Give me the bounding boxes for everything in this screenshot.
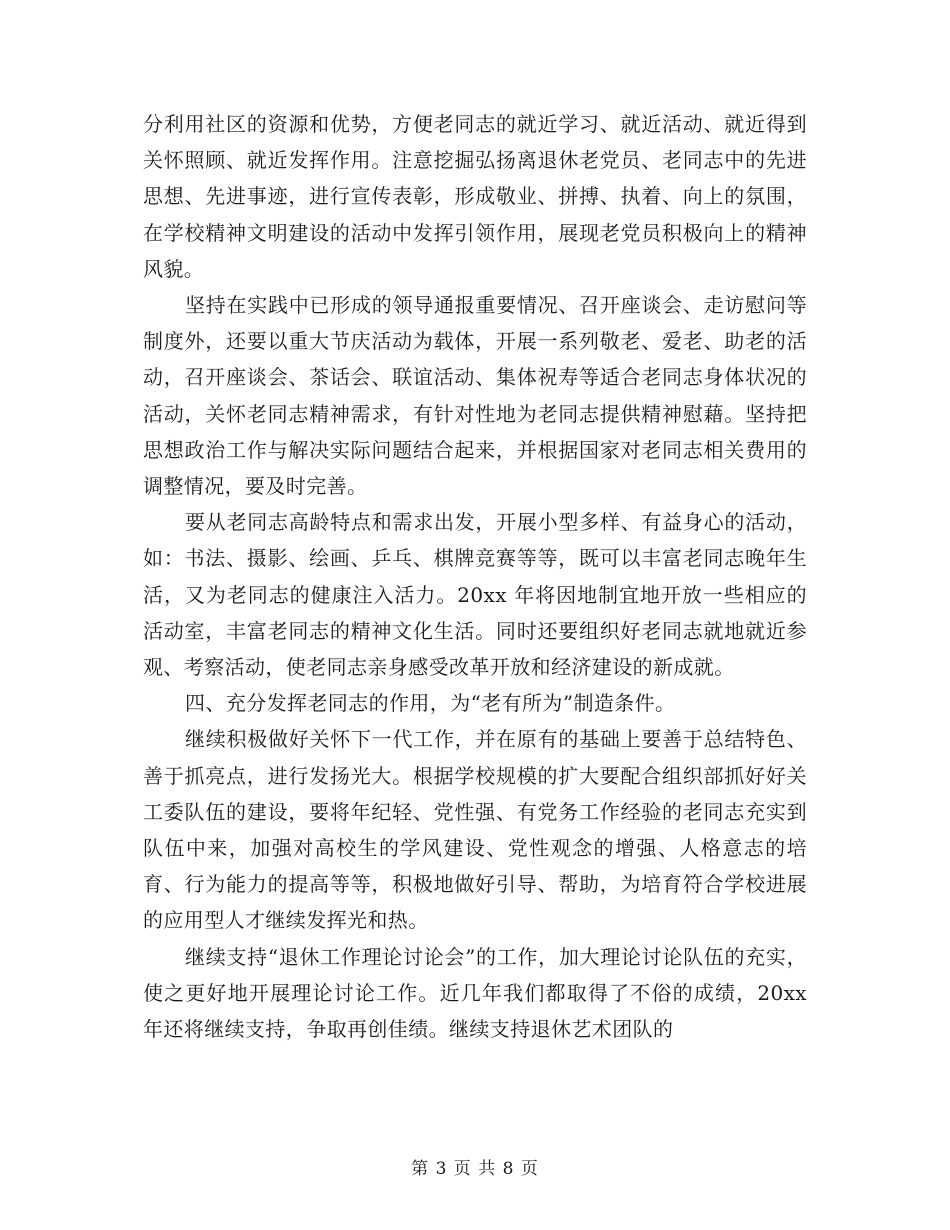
document-body — [143, 106, 807, 1047]
paragraph-1: 分利用社区的资源和优势，方便老同志的就近学习、就近活动、就近得到关怀照顾、就近发挥作用。注意挖掘弘扬离退休老党员、老同志中的先进思想、先进事迹，进行宣传表彰，形成敬业、拼搏、执着、向上的氛围，在学校精神文明建设的活动中发挥引领作用，展现老党员积极向上的精神风貌。 — [143, 112, 807, 281]
paragraph-5: 继续积极做好关怀下一代工作，并在原有的基础上要善于总结特色、善于抓亮点，进行发扬光大。根据学校规模的扩大要配合组织部抓好好关工委队伍的建设，要将年纪轻、党性强、有党务工作经验的老同志充实到队伍中来，加强对高校生的学风建设、党性观念的增强、人格意志的培育、行为能力的提高等等，积极地做好引导、帮助，为培育符合学校进展的应用型人才继续发挥光和热。 — [143, 727, 807, 933]
paragraph-6: 继续支持“退休工作理论讨论会”的工作，加大理论讨论队伍的充实，使之更好地开展理论讨论工作。近几年我们都取得了不俗的成绩，20xx 年还将继续支持，争取再创佳绩。继续支持退休艺术团队的 — [143, 944, 807, 1042]
section-heading-4: 四、充分发挥老同志的作用，为“老有所为”制造条件。 — [185, 691, 676, 716]
paragraph-3: 要从老同志高龄特点和需求出发，开展小型多样、有益身心的活动，如：书法、摄影、绘画、乒乓、棋牌竞赛等等，既可以丰富老同志晚年生活，又为老同志的健康注入活力。20xx 年将因地制宜地开放一些相应的活动室，丰富老同志的精神文化生活。同时还要组织好老同志就地就近参观、考察活动，使老同志亲身感受改革开放和经济建设的新成就。 — [143, 510, 807, 680]
page-number-footer: 第 3 页 共 8 页 — [411, 1159, 539, 1179]
paragraph-2: 坚持在实践中已形成的领导通报重要情况、召开座谈会、走访慰问等制度外，还要以重大节庆活动为载体，开展一系列敬老、爱老、助老的活动，召开座谈会、茶话会、联谊活动、集体祝寿等适合老同志身体状况的活动，关怀老同志精神需求，有针对性地为老同志提供精神慰藉。坚持把思想政治工作与解决实际问题结合起来，并根据国家对老同志相关费用的调整情况，要及时完善。 — [143, 293, 807, 499]
